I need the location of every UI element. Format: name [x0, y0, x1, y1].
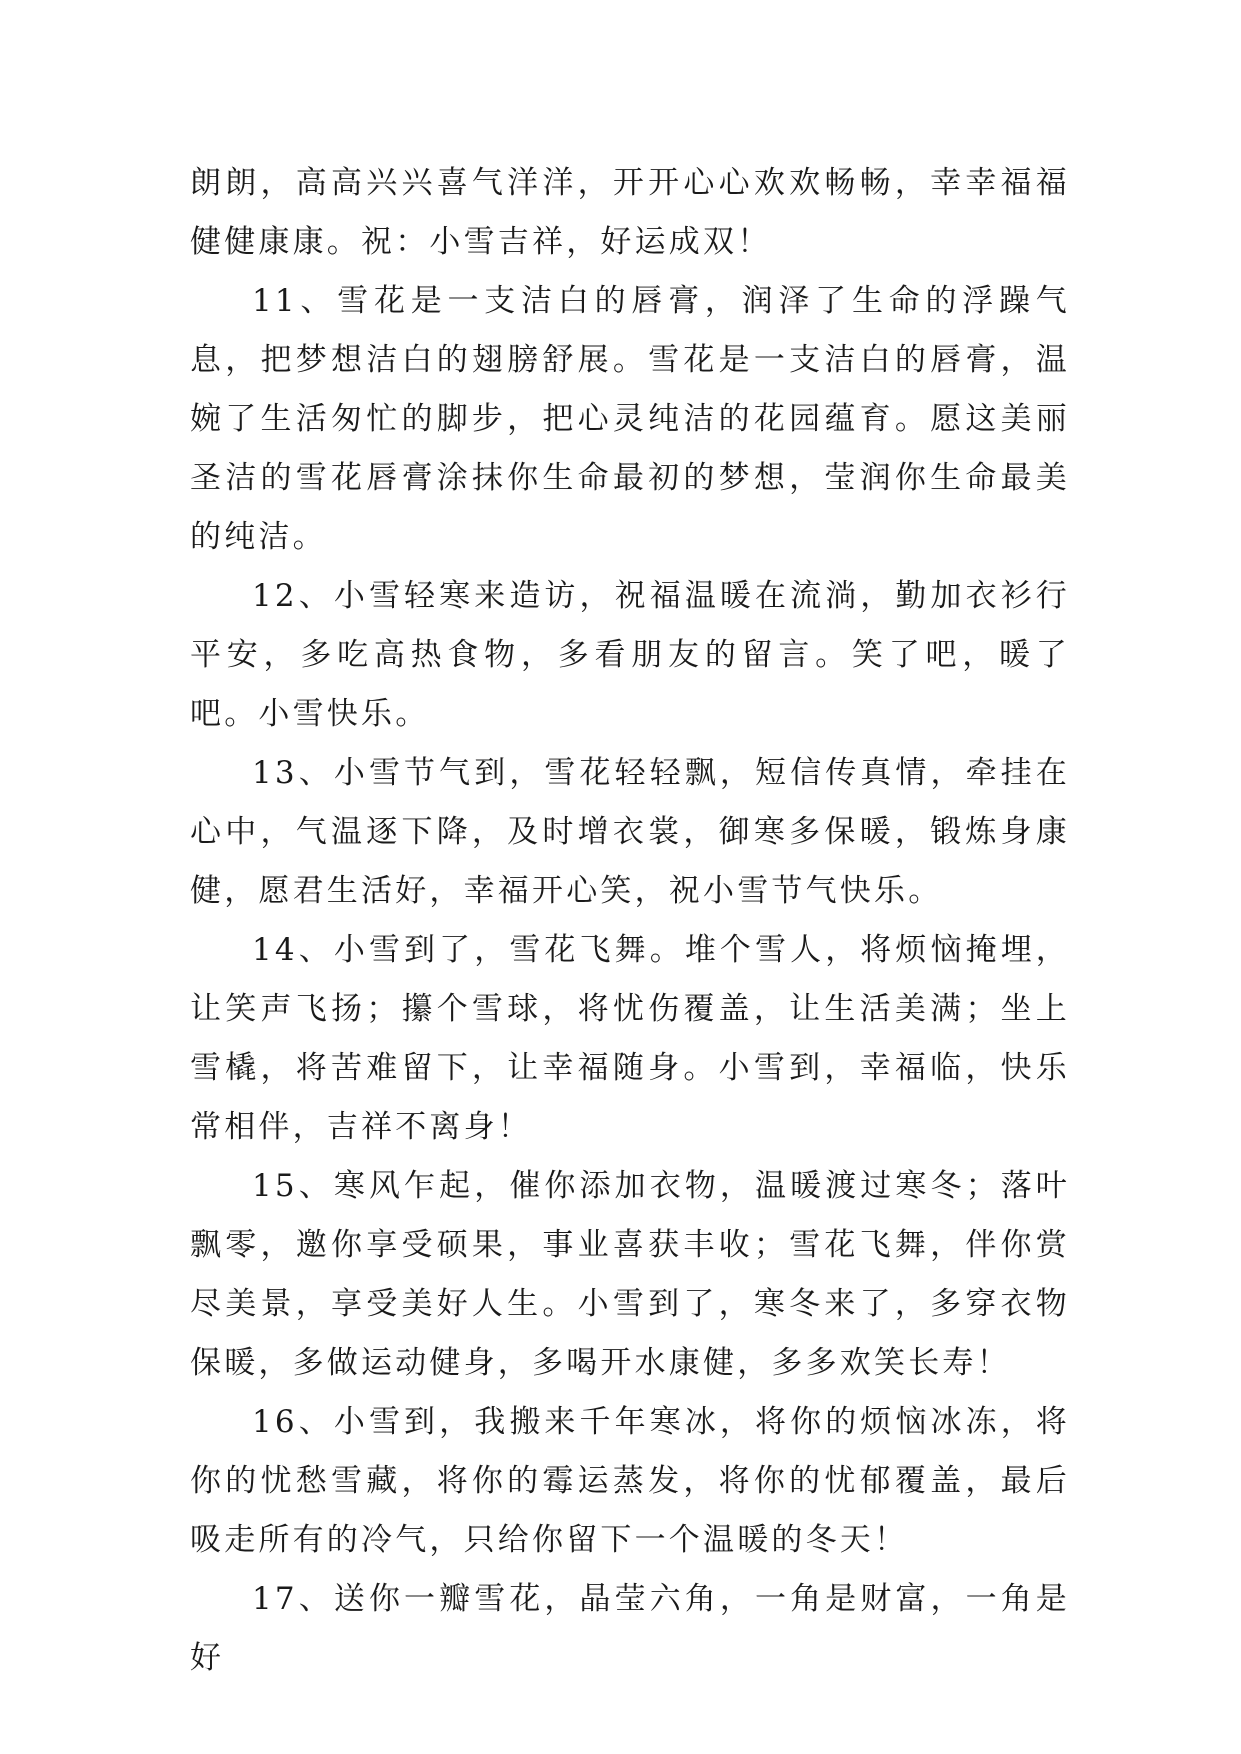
document-body: [190, 154, 1070, 1688]
paragraph-11: 11、雪花是一支洁白的唇膏，润泽了生命的浮躁气息，把梦想洁白的翅膀舒展。雪花是一支洁白的唇膏，温婉了生活匆忙的脚步，把心灵纯洁的花园蕴育。愿这美丽圣洁的雪花唇膏涂抹你生命最初的梦想，莹润你生命最美的纯洁。: [190, 283, 1070, 555]
paragraph-12: 12、小雪轻寒来造访，祝福温暖在流淌，勤加衣衫行平安，多吃高热食物，多看朋友的留言。笑了吧，暖了吧。小雪快乐。: [190, 578, 1070, 732]
paragraph-15: 15、寒风乍起，催你添加衣物，温暖渡过寒冬；落叶飘零，邀你享受硕果，事业喜获丰收；雪花飞舞，伴你赏尽美景，享受美好人生。小雪到了，寒冬来了，多穿衣物保暖，多做运动健身，多喝开水康健，多多欢笑长寿！: [190, 1168, 1070, 1381]
paragraph-17: 17、送你一瓣雪花，晶莹六角，一角是财富，一角是好: [190, 1581, 1070, 1676]
paragraph-13: 13、小雪节气到，雪花轻轻飘，短信传真情，牵挂在心中，气温逐下降，及时增衣裳，御寒多保暖，锻炼身康健，愿君生活好，幸福开心笑，祝小雪节气快乐。: [190, 755, 1070, 909]
paragraph-14: 14、小雪到了，雪花飞舞。堆个雪人，将烦恼掩埋，让笑声飞扬；攥个雪球，将忧伤覆盖，让生活美满；坐上雪橇，将苦难留下，让幸福随身。小雪到，幸福临，快乐常相伴，吉祥不离身！: [190, 932, 1070, 1145]
paragraph-continuation: 朗朗，高高兴兴喜气洋洋，开开心心欢欢畅畅，幸幸福福健健康康。祝：小雪吉祥，好运成双！: [190, 165, 1070, 260]
paragraph-16: 16、小雪到，我搬来千年寒冰，将你的烦恼冰冻，将你的忧愁雪藏，将你的霉运蒸发，将你的忧郁覆盖，最后吸走所有的冷气，只给你留下一个温暖的冬天！: [190, 1404, 1070, 1558]
